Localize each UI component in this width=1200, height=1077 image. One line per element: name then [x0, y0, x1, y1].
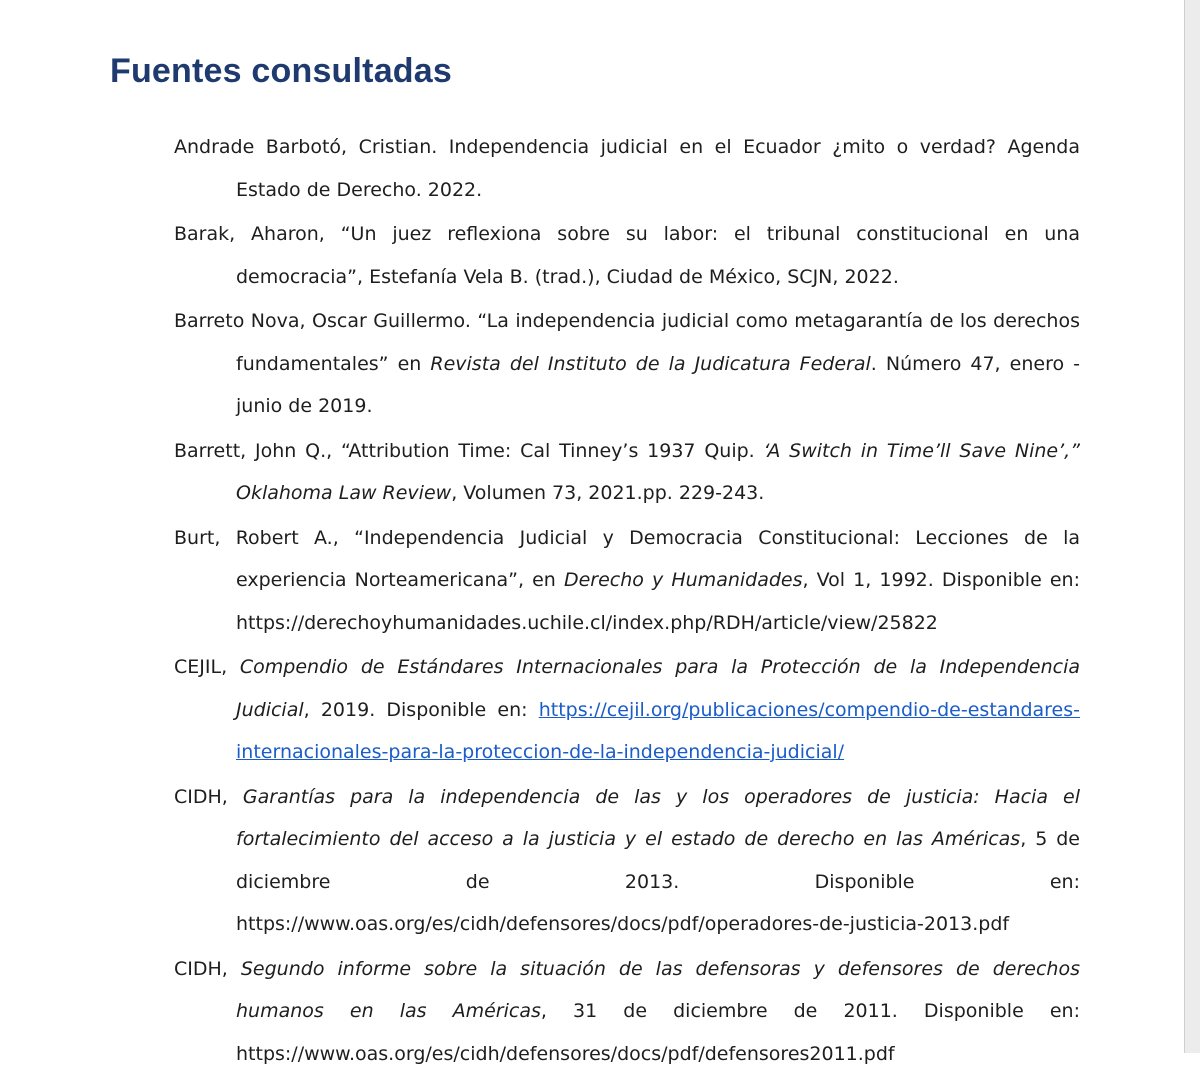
bibliography-entry-cejil: CEJIL, Compendio de Estándares Internacionales para la Protección de la Independencia Judicial, 2019. Disponible en: https://cejil.org/publicaciones/compendio-de-estandares-internacionales-para-la-proteccion-de-la-independencia-judicial/	[174, 656, 1081, 763]
page-edge	[1184, 0, 1200, 1053]
bibliography-entry-barrett: Barrett, John Q., “Attribution Time: Cal Tinney’s 1937 Quip. ‘A Switch in Time’ll Save Nine’,” Oklahoma Law Review, Volumen 73, 2021.pp. 229-243.	[174, 439, 1080, 504]
cejil-link[interactable]: https://cejil.org/publicaciones/compendio-de-estandares-internacionales-para-la-proteccion-de-la-independencia-judicial/	[236, 698, 1080, 763]
bibliography-entry-andrade: Andrade Barbotó, Cristian. Independencia judicial en el Ecuador ¿mito o verdad? Agenda Estado de Derecho. 2022.	[174, 136, 1080, 201]
bibliography-entry-burt: Burt, Robert A., “Independencia Judicial y Democracia Constitucional: Lecciones de la experiencia Norteamericana”, en Derecho y Humanidades, Vol 1, 1992. Disponible en: https://derechoyhumanidades.uchile.cl/index.php/RDH/article/view/25822	[174, 526, 1081, 634]
bibliography-entry-cidh-2013: CIDH, Garantías para la independencia de las y los operadores de justicia: Hacia el fortalecimiento del acceso a la justicia y el estado de derecho en las Américas, 5 de diciembre de 2013. Disponible en: https://www.oas.org/es/cidh/defensores/docs/pdf/operadores-de-justicia-2013.pdf	[174, 785, 1080, 935]
bibliography-entry-barak: Barak, Aharon, “Un juez reflexiona sobre su labor: el tribunal constitucional en una democracia”, Estefanía Vela B. (trad.), Ciudad de México, SCJN, 2022.	[174, 223, 1081, 288]
bibliography-list	[174, 126, 1080, 1077]
page-title: Fuentes consultadas	[110, 52, 452, 90]
bibliography-entry-barreto: Barreto Nova, Oscar Guillermo. “La independencia judicial como metagarantía de los derechos fundamentales” en Revista del Instituto de la Judicatura Federal. Número 47, enero - junio de 2019.	[174, 310, 1080, 417]
bibliography-entry-cidh-2011: CIDH, Segundo informe sobre la situación de las defensoras y defensores de derechos humanos en las Américas, 31 de diciembre de 2011. Disponible en: https://www.oas.org/es/cidh/defensores/docs/pdf/defensores2011.pdf	[174, 957, 1080, 1065]
